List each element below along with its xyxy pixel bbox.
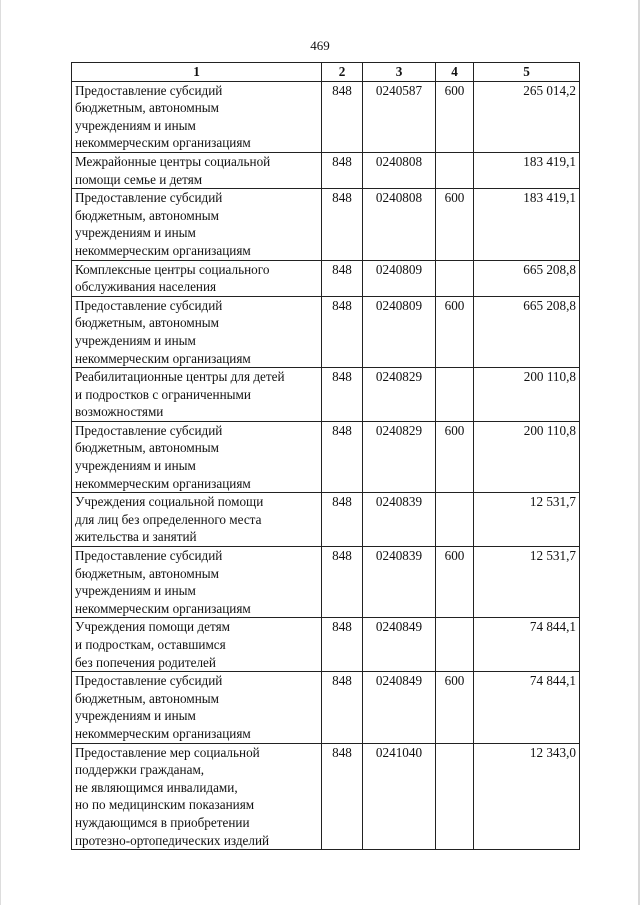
row-name-line: обслуживания населения — [75, 279, 217, 295]
row-csr-cell: 0240808 — [363, 152, 436, 188]
row-csr-cell: 0240849 — [363, 672, 436, 743]
page-number: 469 — [310, 38, 330, 53]
row-name-cell — [72, 152, 322, 188]
row-name-line: не являющимся инвалидами, — [75, 779, 238, 795]
row-name-line: Реабилитационные центры для детей — [75, 369, 285, 385]
column-header-1: 1 — [72, 63, 322, 82]
row-csr-cell: 0240829 — [363, 368, 436, 422]
row-name-cell — [72, 618, 322, 672]
column-header-4: 4 — [436, 63, 474, 82]
table-row — [72, 743, 580, 850]
row-name-cell — [72, 260, 322, 296]
row-vr-cell — [436, 260, 474, 296]
row-name-line: без попечения родителей — [75, 654, 216, 670]
row-sum-cell: 665 208,8 — [474, 296, 580, 367]
row-vr-cell — [436, 368, 474, 422]
row-name-line: учреждениям и иным — [75, 225, 196, 241]
table-row — [72, 81, 580, 152]
row-ved-cell: 848 — [322, 368, 363, 422]
row-sum-cell: 12 531,7 — [474, 547, 580, 618]
row-ved-cell: 848 — [322, 81, 363, 152]
row-name-line: Межрайонные центры социальной — [75, 153, 271, 169]
row-ved-cell: 848 — [322, 493, 363, 547]
row-csr-cell: 0240587 — [363, 81, 436, 152]
row-vr-cell: 600 — [436, 81, 474, 152]
row-name-line: Предоставление субсидий — [75, 82, 223, 98]
row-vr-cell — [436, 743, 474, 850]
row-name-line: поддержки гражданам, — [75, 762, 205, 778]
row-sum-cell: 74 844,1 — [474, 672, 580, 743]
row-name-cell — [72, 296, 322, 367]
row-name-line: Предоставление субсидий — [75, 190, 223, 206]
row-sum-cell: 12 343,0 — [474, 743, 580, 850]
row-name-line: учреждениям и иным — [75, 583, 196, 599]
scan-edge-left — [0, 0, 1, 905]
row-name-line: учреждениям и иным — [75, 458, 196, 474]
row-vr-cell: 600 — [436, 547, 474, 618]
row-vr-cell: 600 — [436, 189, 474, 260]
table-row — [72, 260, 580, 296]
row-sum-cell: 183 419,1 — [474, 189, 580, 260]
row-name-cell — [72, 493, 322, 547]
row-csr-cell: 0240808 — [363, 189, 436, 260]
row-ved-cell: 848 — [322, 672, 363, 743]
row-name-line: возможностями — [75, 404, 164, 420]
row-csr-cell: 0240809 — [363, 296, 436, 367]
table-header-row — [72, 63, 580, 82]
row-name-line: для лиц без определенного места — [75, 511, 262, 527]
row-csr-cell: 0240809 — [363, 260, 436, 296]
row-name-line: и подростков с ограниченными — [75, 386, 251, 402]
table-row — [72, 547, 580, 618]
row-ved-cell: 848 — [322, 152, 363, 188]
row-vr-cell: 600 — [436, 296, 474, 367]
row-name-line: нуждающимся в приобретении — [75, 814, 250, 830]
row-sum-cell: 665 208,8 — [474, 260, 580, 296]
row-sum-cell: 183 419,1 — [474, 152, 580, 188]
budget-table — [71, 62, 580, 850]
table-body — [72, 81, 580, 850]
row-name-cell — [72, 189, 322, 260]
row-name-line: бюджетным, автономным — [75, 315, 219, 331]
row-name-line: но по медицинским показаниям — [75, 797, 255, 813]
row-name-line: и подросткам, оставшимся — [75, 637, 226, 652]
row-ved-cell: 848 — [322, 421, 363, 492]
row-name-line: бюджетным, автономным — [75, 565, 219, 581]
row-csr-cell: 0240839 — [363, 547, 436, 618]
row-name-line: помощи семье и детям — [75, 171, 203, 187]
column-header-2: 2 — [322, 63, 363, 82]
row-ved-cell: 848 — [322, 189, 363, 260]
row-csr-cell: 0240849 — [363, 618, 436, 672]
row-name-line: некоммерческим организациям — [75, 475, 251, 491]
row-name-line: Предоставление субсидий — [75, 673, 223, 689]
table-row — [72, 421, 580, 492]
row-name-line: Предоставление субсидий — [75, 422, 223, 438]
row-name-line: Предоставление субсидий — [75, 297, 223, 313]
row-name-line: протезно-ортопедических изделий — [75, 832, 270, 848]
table-row — [72, 493, 580, 547]
row-ved-cell: 848 — [322, 260, 363, 296]
row-name-cell — [72, 743, 322, 850]
row-name-line: Учреждения помощи детям — [75, 619, 230, 635]
table-row — [72, 152, 580, 188]
row-ved-cell: 848 — [322, 618, 363, 672]
row-sum-cell: 200 110,8 — [474, 368, 580, 422]
row-name-line: Предоставление субсидий — [75, 548, 223, 564]
row-name-line: бюджетным, автономным — [75, 100, 219, 116]
row-name-cell — [72, 421, 322, 492]
row-vr-cell — [436, 152, 474, 188]
row-name-line: бюджетным, автономным — [75, 440, 219, 456]
row-vr-cell — [436, 618, 474, 672]
column-header-5: 5 — [474, 63, 580, 82]
table-row — [72, 189, 580, 260]
row-sum-cell: 265 014,2 — [474, 81, 580, 152]
row-name-line: жительства и занятий — [75, 529, 197, 545]
row-name-cell — [72, 547, 322, 618]
row-ved-cell: 848 — [322, 296, 363, 367]
row-vr-cell: 600 — [436, 421, 474, 492]
row-ved-cell: 848 — [322, 743, 363, 850]
row-name-line: учреждениям и иным — [75, 117, 196, 133]
table-row — [72, 296, 580, 367]
row-csr-cell: 0241040 — [363, 743, 436, 850]
row-name-cell — [72, 368, 322, 422]
row-name-cell — [72, 81, 322, 152]
row-name-line: учреждениям и иным — [75, 332, 196, 348]
row-name-line: некоммерческим организациям — [75, 350, 251, 366]
row-name-line: бюджетным, автономным — [75, 690, 219, 706]
row-vr-cell: 600 — [436, 672, 474, 743]
row-ved-cell: 848 — [322, 547, 363, 618]
row-name-line: некоммерческим организациям — [75, 725, 251, 741]
row-sum-cell: 200 110,8 — [474, 421, 580, 492]
row-name-line: бюджетным, автономным — [75, 207, 219, 223]
row-sum-cell: 74 844,1 — [474, 618, 580, 672]
table-row — [72, 618, 580, 672]
row-sum-cell: 12 531,7 — [474, 493, 580, 547]
row-name-line: некоммерческим организациям — [75, 135, 251, 151]
row-csr-cell: 0240829 — [363, 421, 436, 492]
row-csr-cell: 0240839 — [363, 493, 436, 547]
row-name-line: некоммерческим организациям — [75, 242, 251, 258]
row-name-line: Учреждения социальной помощи — [75, 494, 264, 510]
row-name-cell — [72, 672, 322, 743]
row-name-line: Предоставление мер социальной — [75, 744, 260, 760]
table-row — [72, 368, 580, 422]
column-header-3: 3 — [363, 63, 436, 82]
row-name-line: Комплексные центры социального — [75, 261, 270, 277]
row-name-line: учреждениям и иным — [75, 708, 196, 724]
table-row — [72, 672, 580, 743]
row-name-line: некоммерческим организациям — [75, 600, 251, 616]
row-vr-cell — [436, 493, 474, 547]
